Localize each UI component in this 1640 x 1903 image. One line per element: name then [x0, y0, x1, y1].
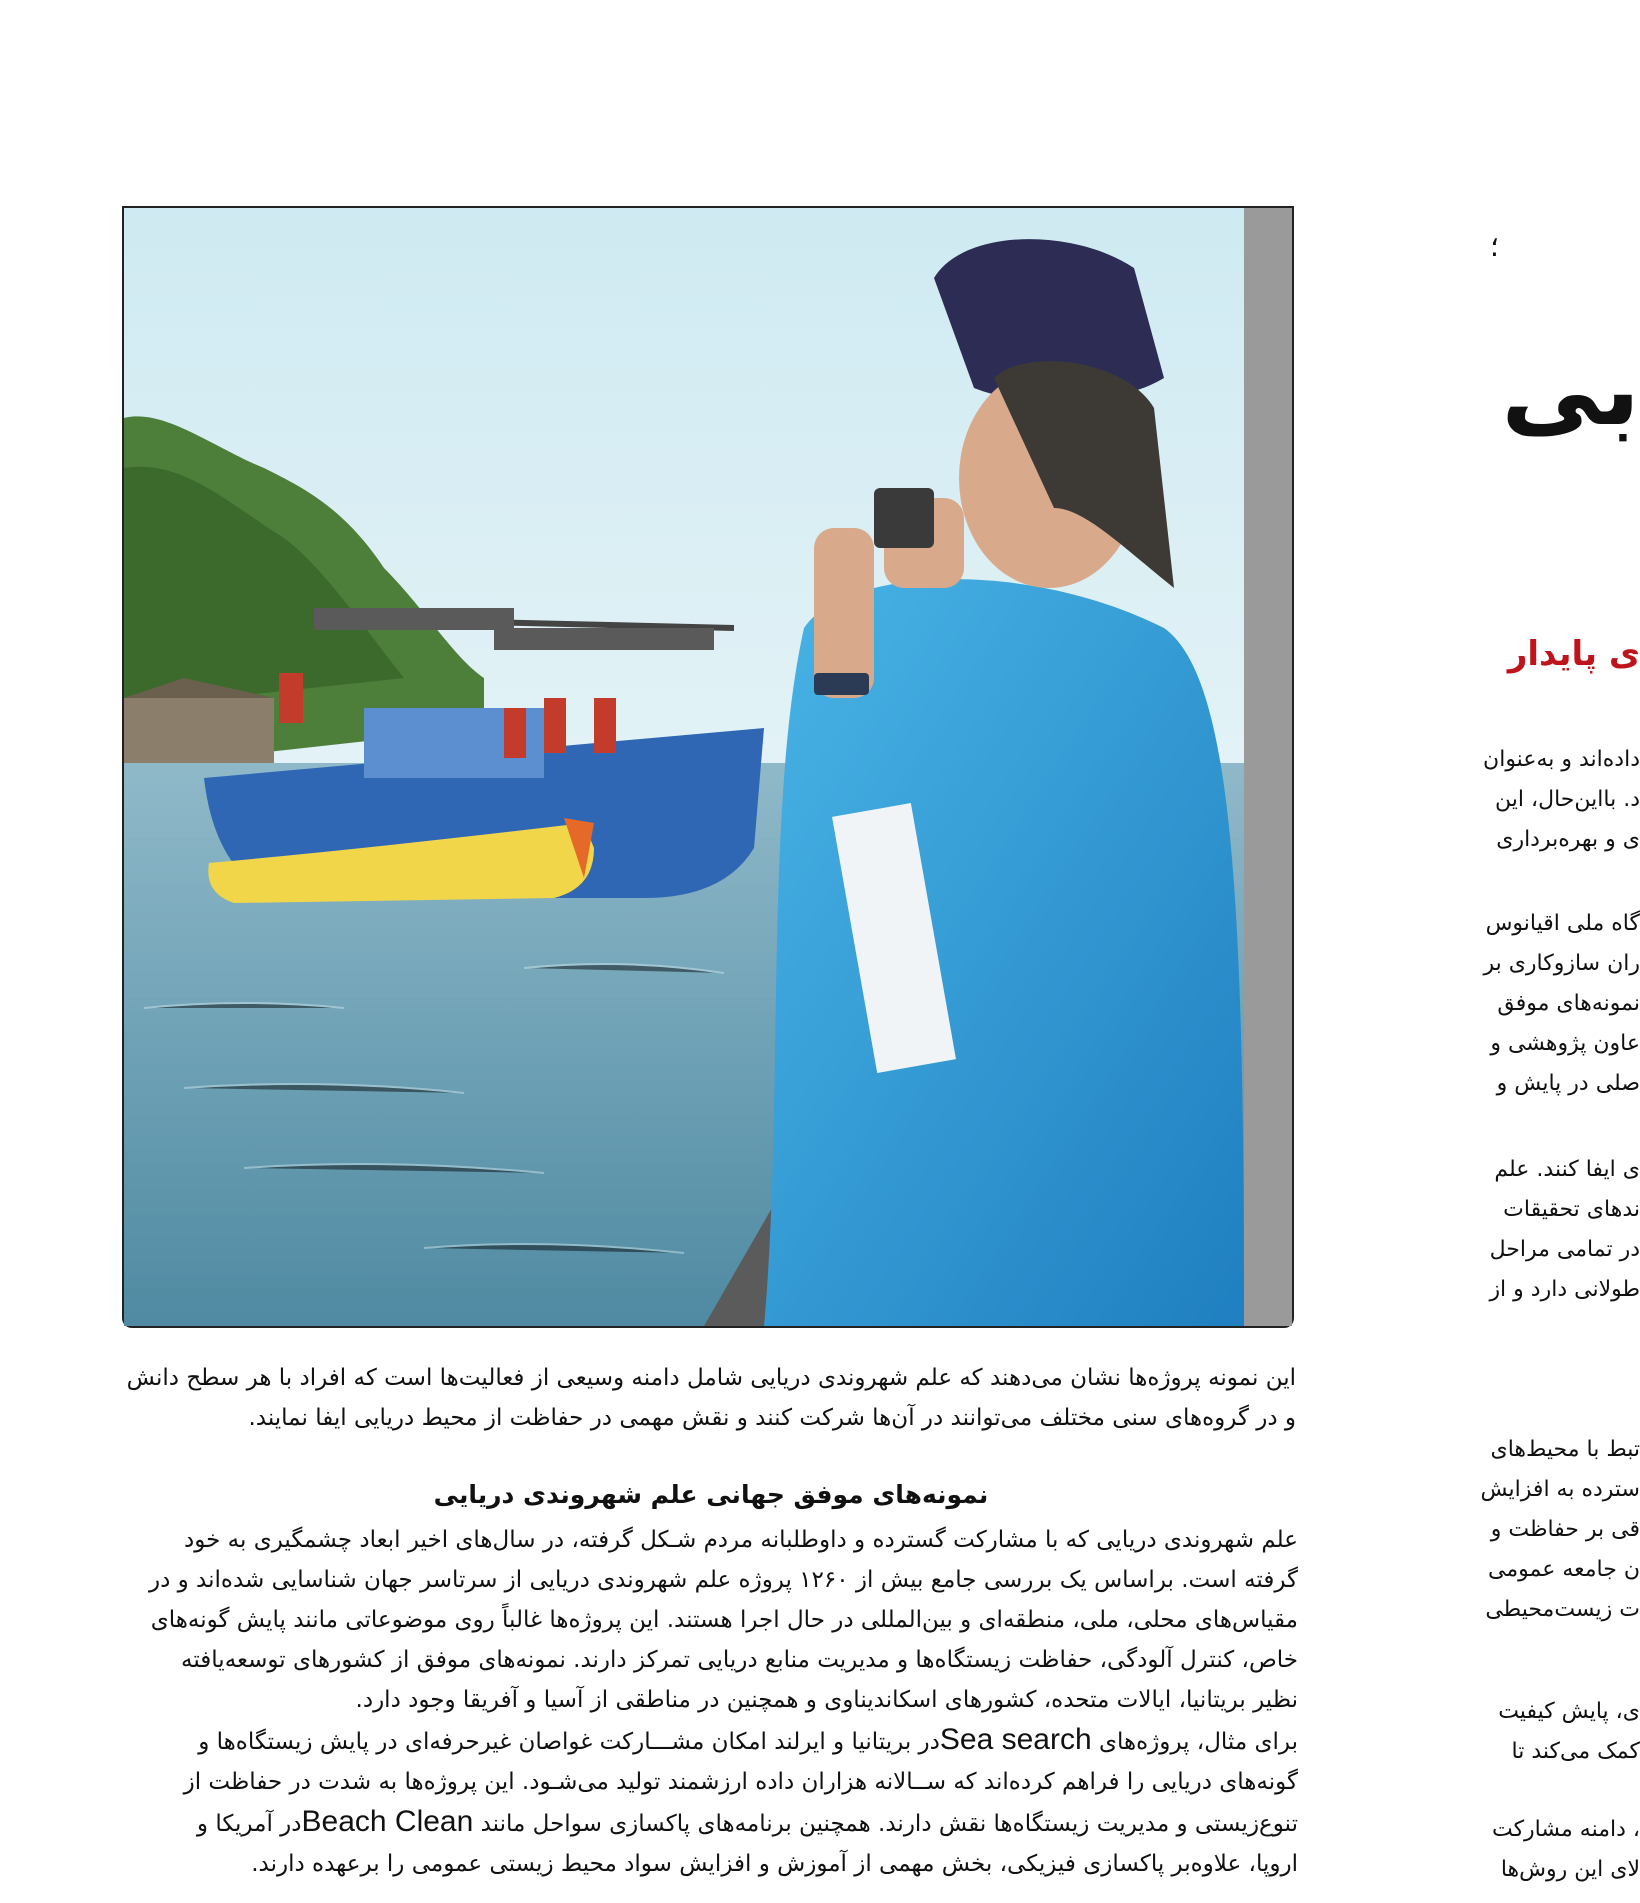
- body-line: علم شهروندی دریایی که با مشارکت گسترده و داوطلبانه مردم شـکل گرفته، در سال‌های اخیر ابعاد چشمگیری به خود: [184, 1527, 1298, 1553]
- side-line: صلی در پایش و: [1496, 1071, 1640, 1096]
- side-line: ی و بهره‌برداری: [1496, 827, 1640, 852]
- photo-scene: [124, 208, 1292, 1326]
- body-line: [126, 1720, 1298, 1762]
- side-line: قی بر حفاظت و: [1490, 1517, 1640, 1542]
- side-line: ت زیست‌محیطی: [1485, 1597, 1640, 1622]
- body-line: [126, 1802, 1298, 1844]
- body-fragment: تنوع‌زیستی و مدیریت زیستگاه‌ها نقش دارند. همچنین برنامه‌های پاکسازی سواحل مانند: [480, 1811, 1298, 1837]
- section-heading: نمونه‌های موفق جهانی علم شهروندی دریایی: [433, 1480, 989, 1509]
- article-body: [126, 1520, 1298, 1884]
- side-subtitle-fragment: ی پایدار: [1507, 634, 1640, 674]
- body-fragment: برای مثال، پروژه‌های: [1098, 1729, 1298, 1755]
- body-line: اروپا، علاوه‌بر پاکسازی فیزیکی، بخش مهمی از آموزش و افزایش سواد محیط زیستی عمومی را برعهده دارند.: [251, 1851, 1298, 1877]
- body-line: نظیر بریتانیا، ایالات متحده، کشورهای اسکاندیناوی و همچنین در مناطقی از آسیا و آفریقا وجود دارد.: [355, 1687, 1298, 1713]
- side-line: کمک می‌کند تا: [1511, 1739, 1640, 1764]
- side-line: سترده به افزایش: [1480, 1477, 1640, 1502]
- side-line: ی ایفا کنند. علم: [1494, 1157, 1640, 1182]
- side-line: ن جامعه عمومی: [1488, 1557, 1640, 1582]
- body-line: خاص، کنترل آلودگی، حفاظت زیستگاه‌ها و مدیریت منابع دریایی تمرکز دارند. نمونه‌های موفق از کشورهای توسعه‌یافته: [181, 1647, 1298, 1673]
- side-line: لای این روش‌ها: [1500, 1857, 1640, 1882]
- body-line: گرفته است. براساس یک بررسی جامع بیش از ۱۲۶۰ پروژه علم شهروندی دریایی از سرتاسر جهان شناسایی شده‌اند و در: [148, 1567, 1298, 1593]
- side-line: ، دامنه مشارکت: [1491, 1817, 1640, 1842]
- side-line: ندهای تحقیقات: [1503, 1197, 1640, 1222]
- side-paragraph: [1340, 1430, 1640, 1630]
- project-name-sea-search: Sea search: [939, 1723, 1092, 1756]
- side-mark: ؛: [1490, 230, 1499, 263]
- article-photo: [122, 206, 1294, 1328]
- side-line: عاون پژوهشی و: [1490, 1031, 1640, 1056]
- body-line: مقیاس‌های محلی، ملی، منطقه‌ای و بین‌المللی در حال اجرا هستند. این پروژه‌ها غالباً روی موضوعاتی مانند پایش گونه‌های: [150, 1607, 1298, 1633]
- side-line: ی، پایش کیفیت: [1498, 1699, 1640, 1724]
- project-name-beach-clean: Beach Clean: [301, 1805, 474, 1838]
- side-line: ران سازوکاری بر: [1483, 951, 1640, 976]
- body-fragment: در بریتانیا و ایرلند امکان مشـــارکت غواصان غیرحرفه‌ای در پایش زیستگاه‌ها و: [198, 1729, 940, 1755]
- side-line: گاه ملی اقیانوس: [1485, 911, 1640, 936]
- side-paragraph: [1340, 1150, 1640, 1310]
- body-fragment: در آمریکا و: [196, 1811, 302, 1837]
- side-line: داده‌اند و به‌عنوان: [1483, 747, 1640, 772]
- side-line: طولانی دارد و از: [1489, 1277, 1640, 1302]
- side-line: در تمامی مراحل: [1489, 1237, 1640, 1262]
- side-paragraph: [1340, 904, 1640, 1104]
- side-line: د. بااین‌حال، این: [1495, 787, 1640, 812]
- side-paragraph: [1340, 1692, 1640, 1772]
- caption-line-1: این نمونه پروژه‌ها نشان می‌دهند که علم شهروندی دریایی شامل دامنه وسیعی از فعالیت‌ها است که افراد با هر سطح دانش: [126, 1365, 1296, 1391]
- side-title-fragment: بی: [1501, 331, 1640, 448]
- caption-line-2: و در گروه‌های سنی مختلف می‌توانند در آن‌ها شرکت کنند و نقش مهمی در حفاظت از محیط دریایی ایفا نمایند.: [248, 1405, 1296, 1431]
- body-line: گونه‌های دریایی را فراهم کرده‌اند که ســالانه هزاران داده ارزشمند تولید می‌شـود. این پروژه‌ها به شدت در حفاظت از: [183, 1769, 1298, 1795]
- side-line: تبط با محیط‌های: [1490, 1437, 1640, 1462]
- side-paragraph: [1340, 1810, 1640, 1890]
- side-paragraph: [1340, 740, 1640, 860]
- photo-caption: [126, 1358, 1296, 1438]
- side-column: [1340, 200, 1640, 1900]
- side-line: نمونه‌های موفق: [1497, 991, 1640, 1016]
